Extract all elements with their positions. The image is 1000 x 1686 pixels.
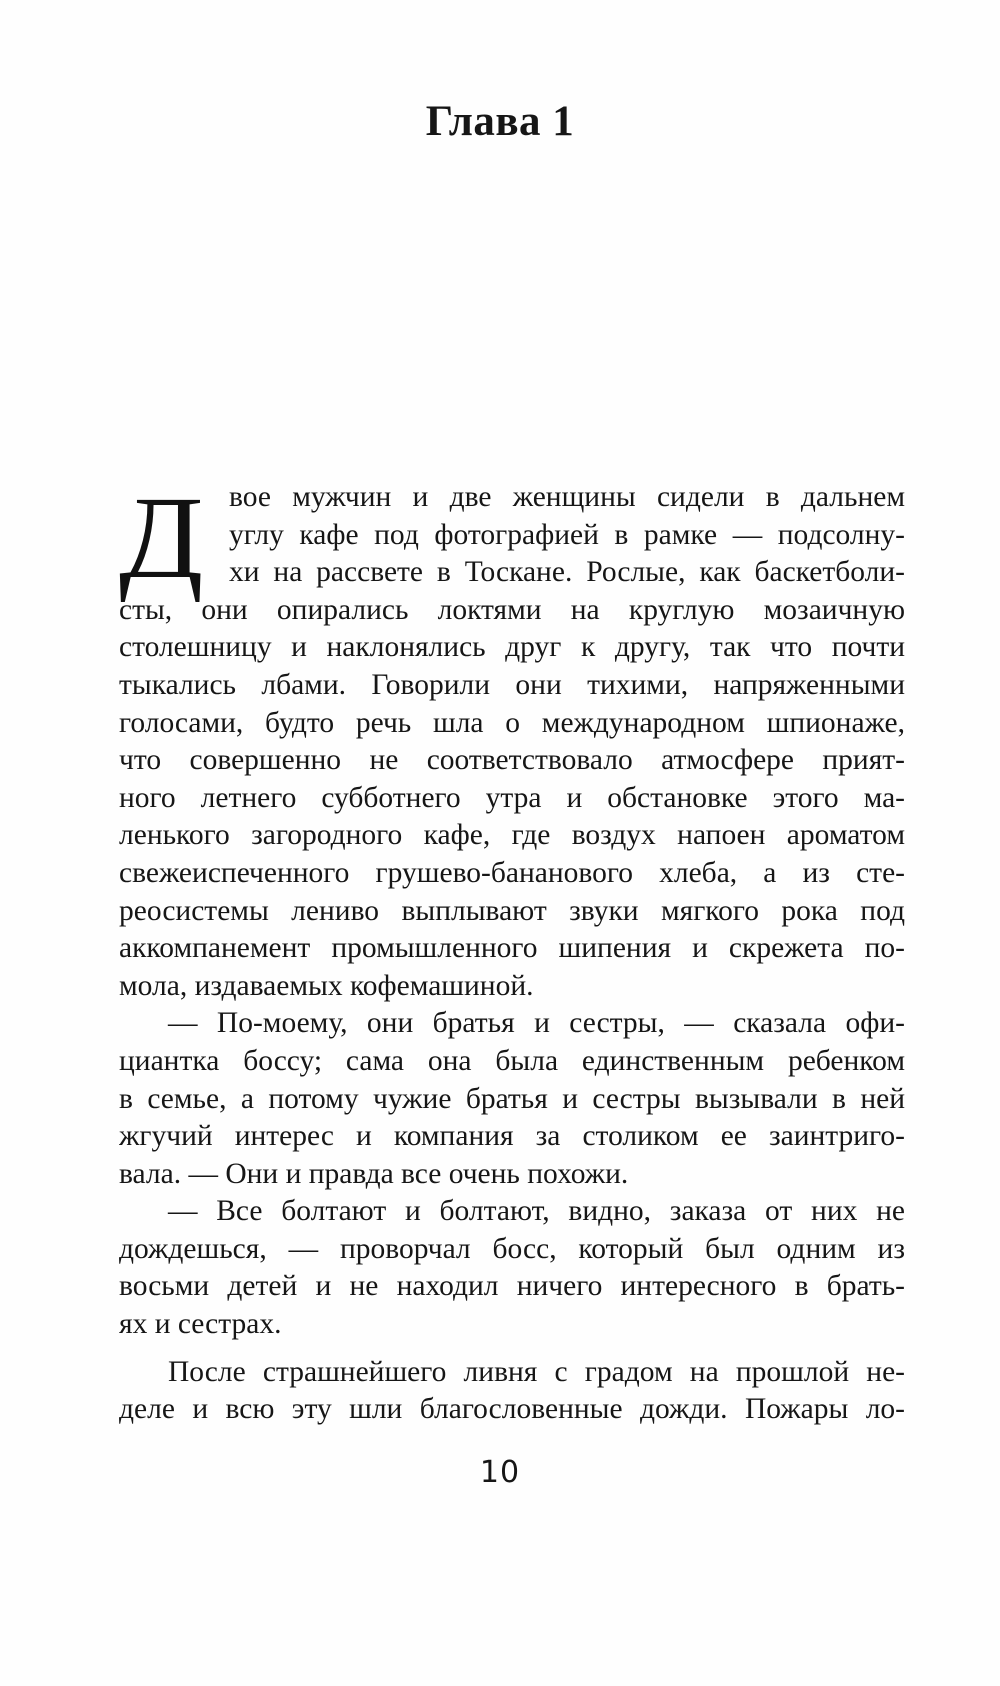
text-line: восьми детей и не находил ничего интересного в брать- <box>119 1270 905 1303</box>
body-text <box>119 472 905 1429</box>
text-line: ного летнего субботнего утра и обстановке этого ма- <box>119 781 905 814</box>
text-line: — По-моему, они братья и сестры, — сказала офи- <box>168 1007 905 1040</box>
text-line: вала. — Они и правда все очень похожи. <box>119 1157 629 1190</box>
text-line: вое мужчин и две женщины сидели в дальнем <box>229 481 905 513</box>
text-line: циантка боссу; сама она была единственным ребенком <box>119 1044 905 1077</box>
text-line: После страшнейшего ливня с градом на прошлой не- <box>168 1355 905 1388</box>
text-line: дождешься, — проворчал босс, который был одним из <box>119 1232 905 1265</box>
text-line: жгучий интерес и компания за столиком ее заинтриго- <box>119 1120 905 1153</box>
text-line: тыкались лбами. Говорили они тихими, напряженными <box>119 668 905 701</box>
text-line: реосистемы лениво выплывают звуки мягкого рока под <box>119 894 905 927</box>
paragraph-3 <box>119 1193 905 1343</box>
text-line: деле и всю эту шли благословенные дожди. Пожары ло- <box>119 1393 905 1426</box>
paragraph-4 <box>119 1354 905 1429</box>
text-line: — Все болтают и болтают, видно, заказа от них не <box>168 1195 905 1228</box>
text-line: мола, издаваемых кофемашиной. <box>119 969 534 1002</box>
text-line: хи на рассвете в Тоскане. Рослые, как баскетболи- <box>229 556 905 589</box>
text-line: ленького загородного кафе, где воздух напоен ароматом <box>119 819 905 852</box>
text-line: что совершенно не соответствовало атмосфере прият- <box>119 744 905 777</box>
chapter-title: Глава 1 <box>425 98 575 145</box>
text-line: свежеиспеченного грушево-бананового хлеба, а из сте- <box>119 856 905 889</box>
paragraph-gap <box>119 1344 905 1354</box>
text-line: аккомпанемент промышленного шипения и скрежета по- <box>119 932 905 965</box>
text-line: в семье, а потому чужие братья и сестры вызывали в ней <box>119 1082 905 1115</box>
page-number: 10 <box>479 1455 521 1490</box>
text-line: столешницу и наклонялись друг к другу, так что почти <box>119 631 905 664</box>
text-line: ях и сестрах. <box>119 1308 282 1341</box>
drop-cap: Д <box>119 472 204 603</box>
paragraph-1 <box>119 472 905 1005</box>
paragraph-2 <box>119 1005 905 1193</box>
text-line: голосами, будто речь шла о международном шпионаже, <box>119 706 905 739</box>
text-line: сты, они опирались локтями на круглую мозаичную <box>119 593 905 626</box>
text-line: углу кафе под фотографией в рамке — подсолну- <box>229 518 905 551</box>
